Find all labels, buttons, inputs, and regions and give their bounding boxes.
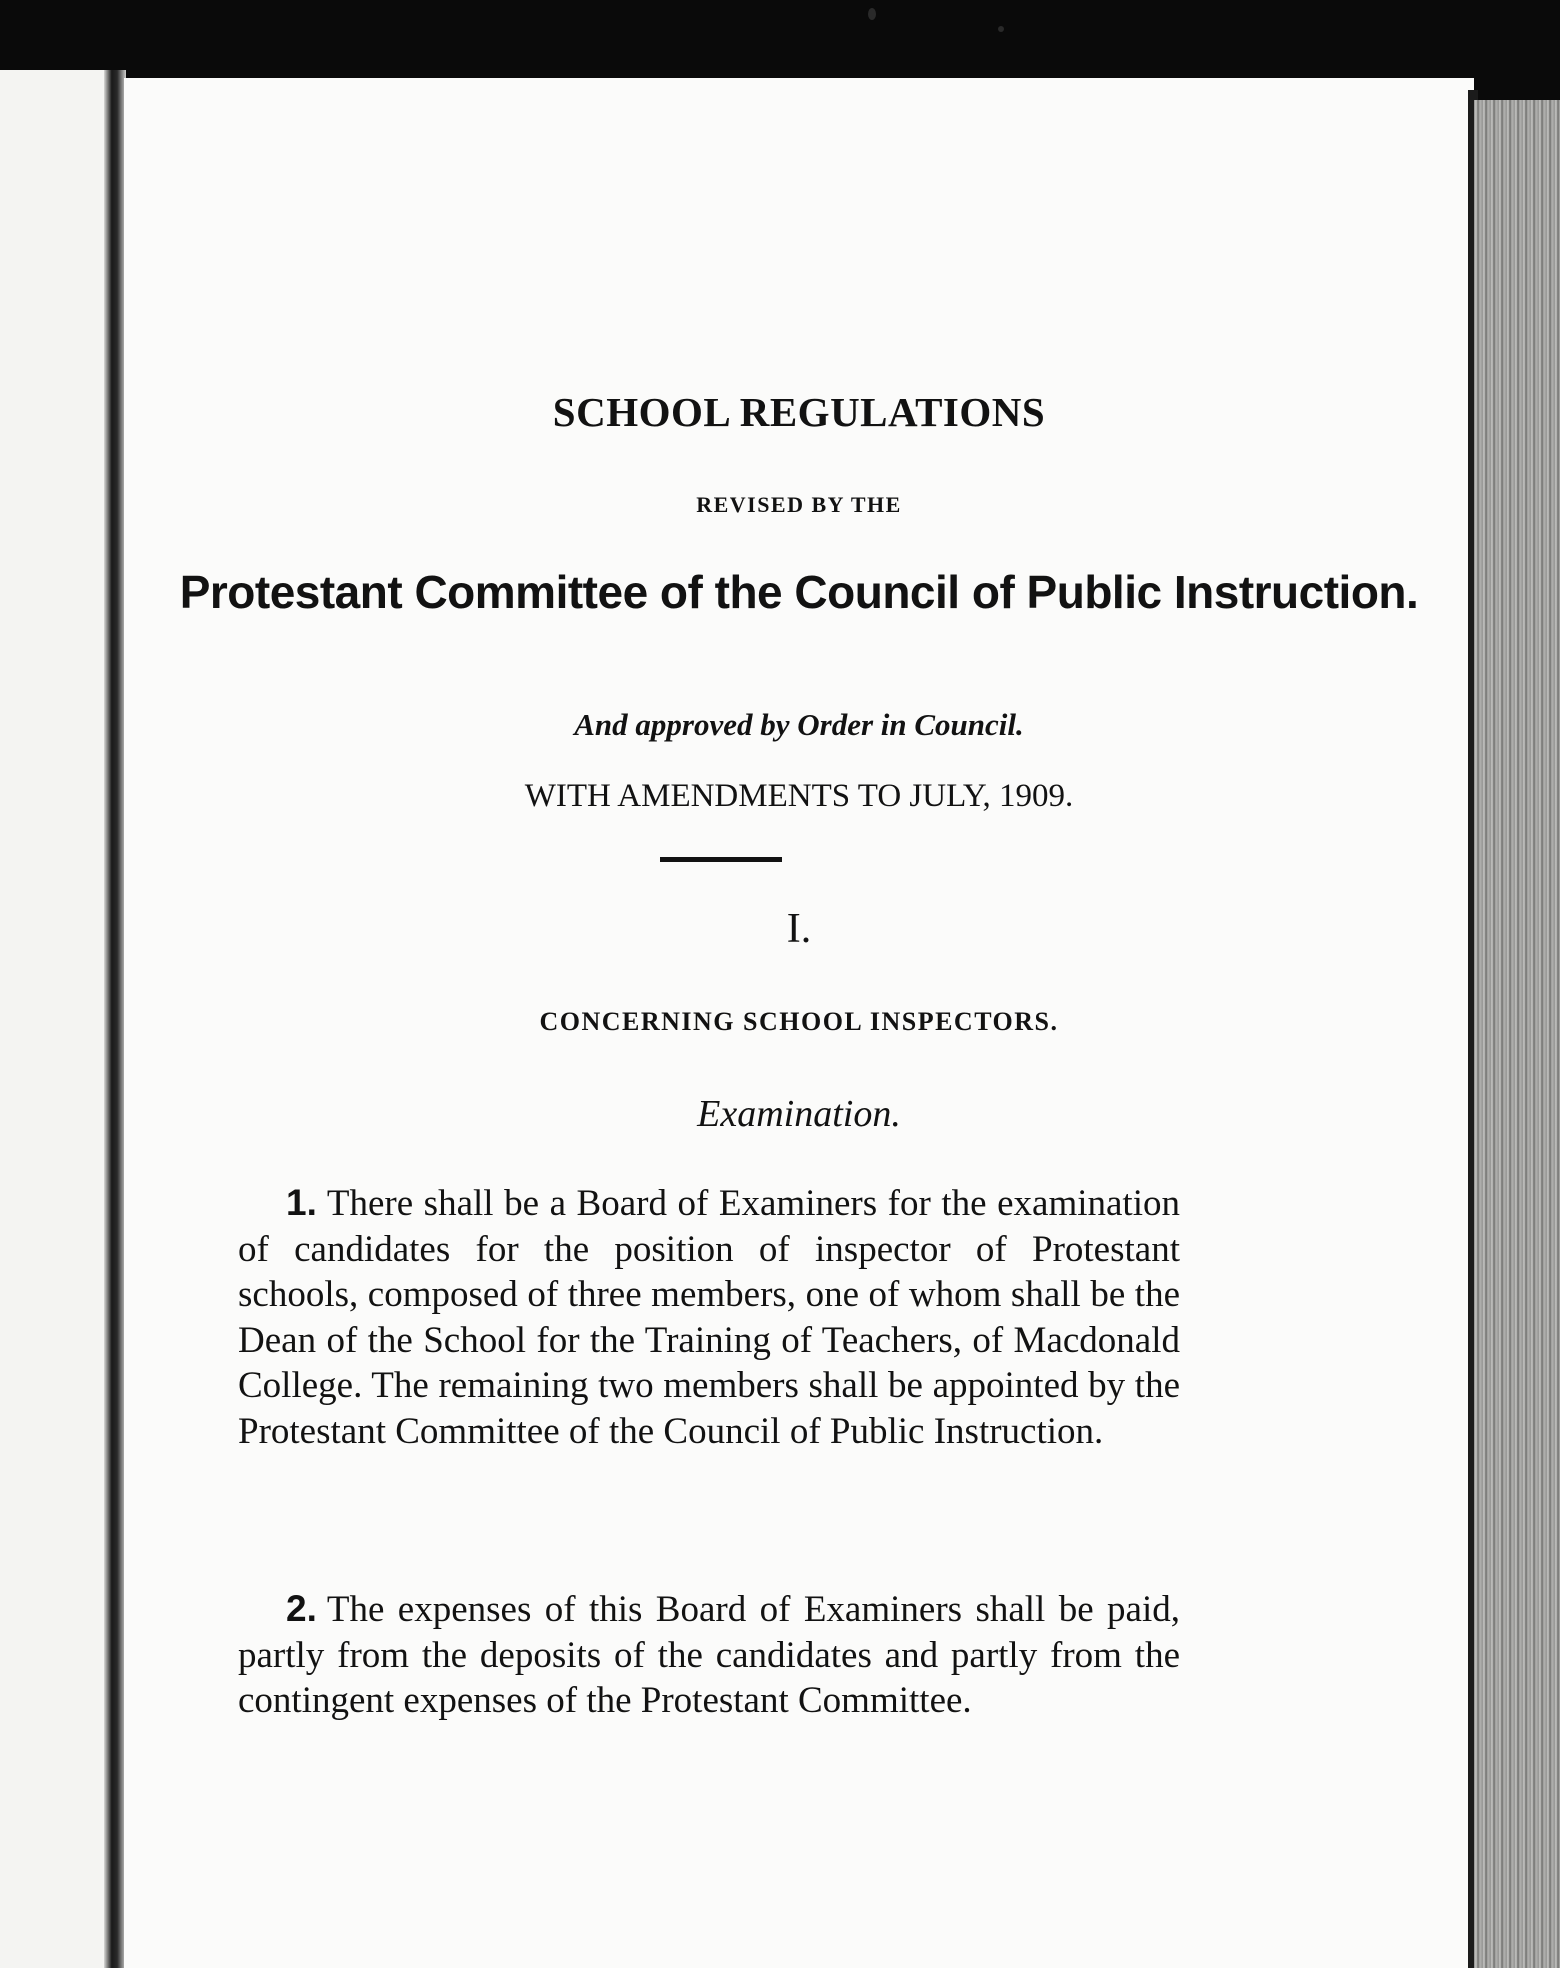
approval-line: And approved by Order in Council. bbox=[574, 707, 1024, 742]
paragraph-1 bbox=[238, 1180, 1180, 1454]
section-title: CONCERNING SCHOOL INSPECTORS. bbox=[539, 1007, 1059, 1036]
left-page-edge bbox=[0, 70, 110, 1968]
paragraph-2 bbox=[238, 1586, 1180, 1724]
paragraph-text: There shall be a Board of Examiners for the examination of candidates for the position of inspector of Protestant schools, composed of three members, one of whom shall be the Dean of the School for the Training of Teachers, of Macdonald College. The remaining two members shall be appointed by the Protestant Committee of the Council of Public Instruction. bbox=[238, 1183, 1180, 1452]
paragraph-text: The expenses of this Board of Examiners shall be paid, partly from the deposits of the candidates and partly from the contingent expenses of the Protestant Committee. bbox=[238, 1589, 1180, 1721]
subsection-title: Examination. bbox=[697, 1093, 901, 1135]
amendments-line: WITH AMENDMENTS TO JULY, 1909. bbox=[524, 778, 1074, 814]
document-subheading: REVISED BY THE bbox=[696, 492, 902, 517]
page-stack-edge bbox=[1474, 100, 1560, 1968]
paragraph-number: 1. bbox=[286, 1182, 317, 1223]
section-divider bbox=[660, 857, 782, 862]
book-gutter bbox=[104, 70, 126, 1968]
scan-speck bbox=[868, 8, 876, 20]
section-number: I. bbox=[786, 906, 812, 952]
document-title: SCHOOL REGULATIONS bbox=[552, 389, 1046, 435]
scan-speck bbox=[998, 26, 1004, 32]
paragraph-number: 2. bbox=[286, 1588, 317, 1629]
committee-name: Protestant Committee of the Council of Public Instruction. bbox=[179, 566, 1419, 618]
